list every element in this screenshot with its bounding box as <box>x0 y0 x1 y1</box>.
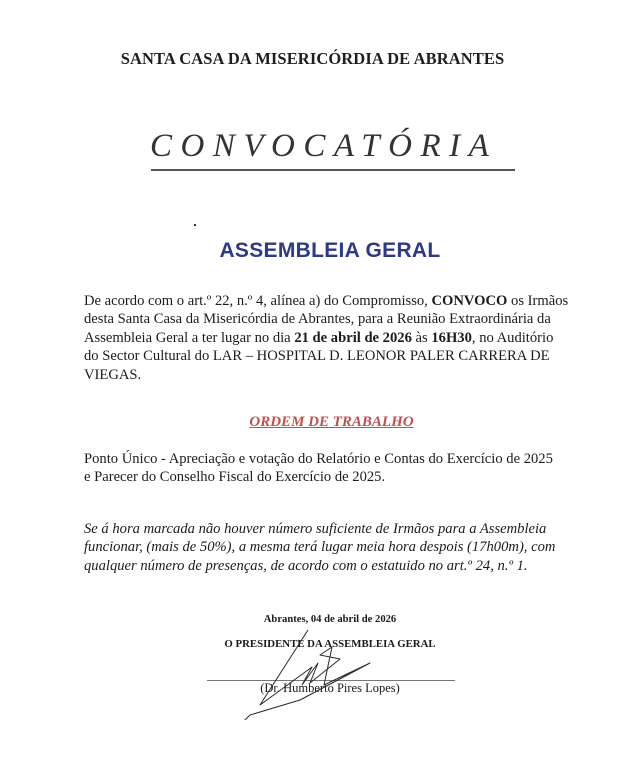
agenda-heading: ORDEM DE TRABALHO <box>249 414 414 430</box>
meeting-time: 16H30 <box>431 329 472 346</box>
text: VIEGAS. <box>84 366 142 383</box>
convoco-emphasis: CONVOCO <box>431 293 508 309</box>
text: às <box>411 329 432 346</box>
signature-stroke <box>244 630 370 720</box>
text: Assembleia Geral a ter lugar no dia <box>84 329 295 346</box>
paragraph-line <box>84 366 604 384</box>
meeting-date: 21 de abril de 2026 <box>294 329 412 346</box>
text: De acordo com o art.º 22, n.º 4, alínea a) do Compromisso, <box>84 293 432 309</box>
text: os Irmãos <box>507 293 569 309</box>
agenda-line: Ponto Único - Apreciação e votação do Relatório e Contas do Exercício de 2025 <box>84 451 553 467</box>
organization-header: SANTA CASA DA MISERICÓRDIA DE ABRANTES <box>120 49 505 68</box>
quorum-line: qualquer número de presenças, de acordo com o estatuido no art.º 24, n.º 1. <box>84 557 528 574</box>
text: , no Auditório <box>471 329 554 346</box>
document-subtitle: ASSEMBLEIA GERAL <box>219 239 441 262</box>
paragraph-line <box>84 292 604 310</box>
stray-mark <box>194 224 196 226</box>
paragraph-line <box>84 329 604 347</box>
paragraph-line <box>84 310 604 328</box>
handwritten-signature <box>240 625 410 720</box>
signatory-name: (Dr. Humberto Pires Lopes) <box>260 681 400 695</box>
text: desta Santa Casa da Misericórdia de Abrantes, para a Reunião Extraordinária da <box>84 311 551 328</box>
agenda-line: e Parecer do Conselho Fiscal do Exercício de 2025. <box>84 469 386 486</box>
place-date: Abrantes, 04 de abril de 2026 <box>263 614 397 625</box>
document-title: CONVOCATÓRIA <box>150 128 498 164</box>
paragraph-line <box>84 347 604 365</box>
convocation-paragraph <box>84 292 604 384</box>
quorum-line: funcionar, (mais de 50%), a mesma terá lugar meia hora despois (17h00m), com <box>84 539 556 556</box>
agenda-item <box>84 450 604 487</box>
signatory-role: O PRESIDENTE DA ASSEMBLEIA GERAL <box>224 638 436 650</box>
text: do Sector Cultural do LAR – HOSPITAL D. LEONOR PALER CARRERA DE <box>84 348 550 365</box>
title-underline <box>151 169 515 171</box>
quorum-line: Se á hora marcada não houver número suficiente de Irmãos para a Assembleia <box>84 521 547 537</box>
quorum-note <box>84 520 604 575</box>
